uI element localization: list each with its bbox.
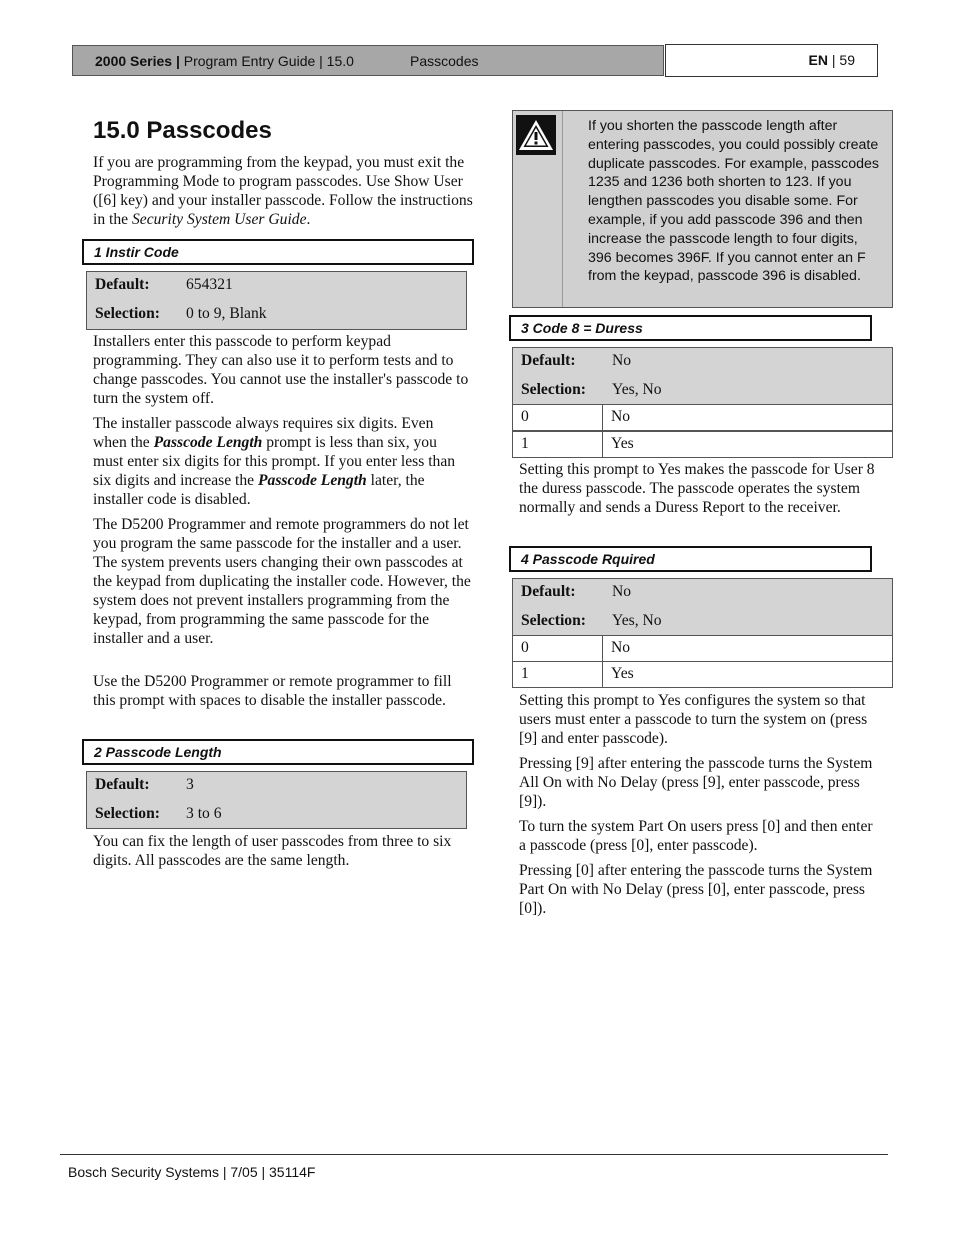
defaults-box-passcode-length [86, 771, 467, 829]
instir-paragraph-1: Installers enter this passcode to perform keypad programming. They can also use it to perform tests and to change passcodes. You cannot use the installer's passcode to turn the system off. [93, 333, 469, 407]
selection-label: Selection: [95, 805, 160, 822]
header-series: 2000 Series | [95, 53, 180, 69]
default-value: No [612, 583, 632, 600]
option-key: 0 [521, 639, 529, 656]
default-label: Default: [521, 352, 576, 369]
section-heading-passcode-required [509, 546, 872, 572]
section-heading-text: 3 Code 8 = Duress [521, 320, 643, 336]
warning-triangle-icon [516, 115, 556, 155]
intro-italic: Security System User Guide [131, 211, 307, 228]
instir-p2-e: later, the installer code is disabled. [93, 472, 425, 508]
footer-divider [60, 1154, 888, 1155]
option-key: 1 [521, 665, 529, 682]
duress-paragraph: Setting this prompt to Yes makes the passcode for User 8 the duress passcode. The passcode operates the system normally and sends a Duress Report to the receiver. [519, 461, 875, 516]
option-key: 1 [521, 435, 529, 452]
warning-text: If you shorten the passcode length after entering passcodes, you could possibly create duplicate passcodes. For example, passcodes 1235 and 1236 both shorten to 123. If you lengthen passcodes you disable some. For example, if you add passcode 396 and then increase the passcode length to four digits, 396 becomes 396F. If you cannot enter an F from the keypad, passcode 396 is disabled. [588, 118, 880, 285]
passcode-length-paragraph: You can fix the length of user passcodes from three to six digits. All passcodes are the same length. [93, 833, 452, 869]
header-title [95, 53, 354, 69]
option-row [512, 431, 893, 458]
header-bar [72, 45, 664, 76]
passcode-required-paragraph-4: Pressing [0] after entering the passcode turns the System Part On with No Delay (press [0], enter passcode, press [0]). [519, 862, 873, 917]
selection-label: Selection: [521, 612, 586, 629]
instir-paragraph-2 [93, 414, 471, 509]
default-label: Default: [95, 776, 150, 793]
instir-p2-b: Passcode Length [153, 434, 263, 451]
option-divider [602, 405, 603, 430]
passcode-required-paragraph-3: To turn the system Part On users press [0] and then enter a passcode (press [0], enter passcode). [519, 818, 873, 854]
default-value: 654321 [186, 276, 233, 293]
defaults-box-code8-duress [512, 347, 893, 405]
option-value: No [611, 408, 631, 425]
section-heading-instir-code [82, 239, 474, 265]
selection-value: Yes, No [612, 612, 662, 629]
instir-p2-d: Passcode Length [258, 472, 367, 489]
option-key: 0 [521, 408, 529, 425]
footer-text: Bosch Security Systems | 7/05 | 35114F [68, 1164, 316, 1180]
instir-p2-c: prompt is less than six, you must enter six digits for this prompt. If you enter less than six digits and increase the [93, 434, 456, 489]
passcode-required-paragraph-2: Pressing [9] after entering the passcode turns the System All On with No Delay (press [9], enter passcode, press [9]). [519, 755, 873, 810]
intro-paragraph [93, 153, 473, 229]
default-label: Default: [95, 276, 150, 293]
option-value: Yes [611, 665, 634, 682]
defaults-box-instir-code [86, 271, 467, 330]
instir-paragraph-4: Use the D5200 Programmer or remote programmer to fill this prompt with spaces to disable the installer passcode. [93, 673, 452, 709]
warning-icon-cell [513, 111, 563, 307]
header-section: Passcodes [410, 53, 479, 69]
option-row [512, 404, 893, 431]
header-page-box [665, 44, 878, 77]
section-heading-text: 1 Instir Code [94, 244, 179, 260]
header-page: | 59 [831, 52, 855, 68]
instir-paragraph-3: The D5200 Programmer and remote programmers do not let you program the same passcode for the installer and a user. The system prevents users changing their own passcodes at the keypad from duplicating the installer code. However, the system does not prevent installers programming from the keypad, from programming the same passcode for the installer and a user. [93, 516, 471, 647]
option-divider [602, 662, 603, 687]
defaults-box-passcode-required [512, 578, 893, 636]
warning-note [512, 110, 893, 308]
option-divider [602, 432, 603, 457]
option-value: No [611, 639, 631, 656]
default-value: 3 [186, 776, 194, 793]
default-label: Default: [521, 583, 576, 600]
selection-value: 3 to 6 [186, 805, 222, 822]
selection-value: 0 to 9, Blank [186, 305, 267, 322]
section-heading-passcode-length [82, 739, 474, 765]
section-heading-code8-duress [509, 315, 872, 341]
instir-p2-a: The installer passcode always requires six digits. Even when the [93, 415, 434, 451]
section-heading-text: 4 Passcode Rquired [521, 551, 655, 567]
selection-label: Selection: [521, 381, 586, 398]
page-title: 15.0 Passcodes [93, 117, 272, 144]
option-value: Yes [611, 435, 634, 452]
selection-value: Yes, No [612, 381, 662, 398]
header-lang: EN [808, 52, 828, 68]
intro-text-2: . [306, 211, 311, 228]
passcode-required-paragraph-1: Setting this prompt to Yes configures the system so that users must enter a passcode to turn the system on (press [9] and enter passcode). [519, 692, 868, 747]
page-number [809, 52, 855, 68]
selection-label: Selection: [95, 305, 160, 322]
option-row [512, 661, 893, 688]
header-guide: Program Entry Guide | 15.0 [183, 53, 354, 69]
intro-text-1: If you are programming from the keypad, you must exit the Programming Mode to program passcodes. Use Show User ([6] key) and your installer passcode. Follow the instructions in the [93, 154, 473, 228]
default-value: No [612, 352, 632, 369]
option-divider [602, 636, 603, 661]
section-heading-text: 2 Passcode Length [94, 744, 222, 760]
option-row [512, 635, 893, 662]
